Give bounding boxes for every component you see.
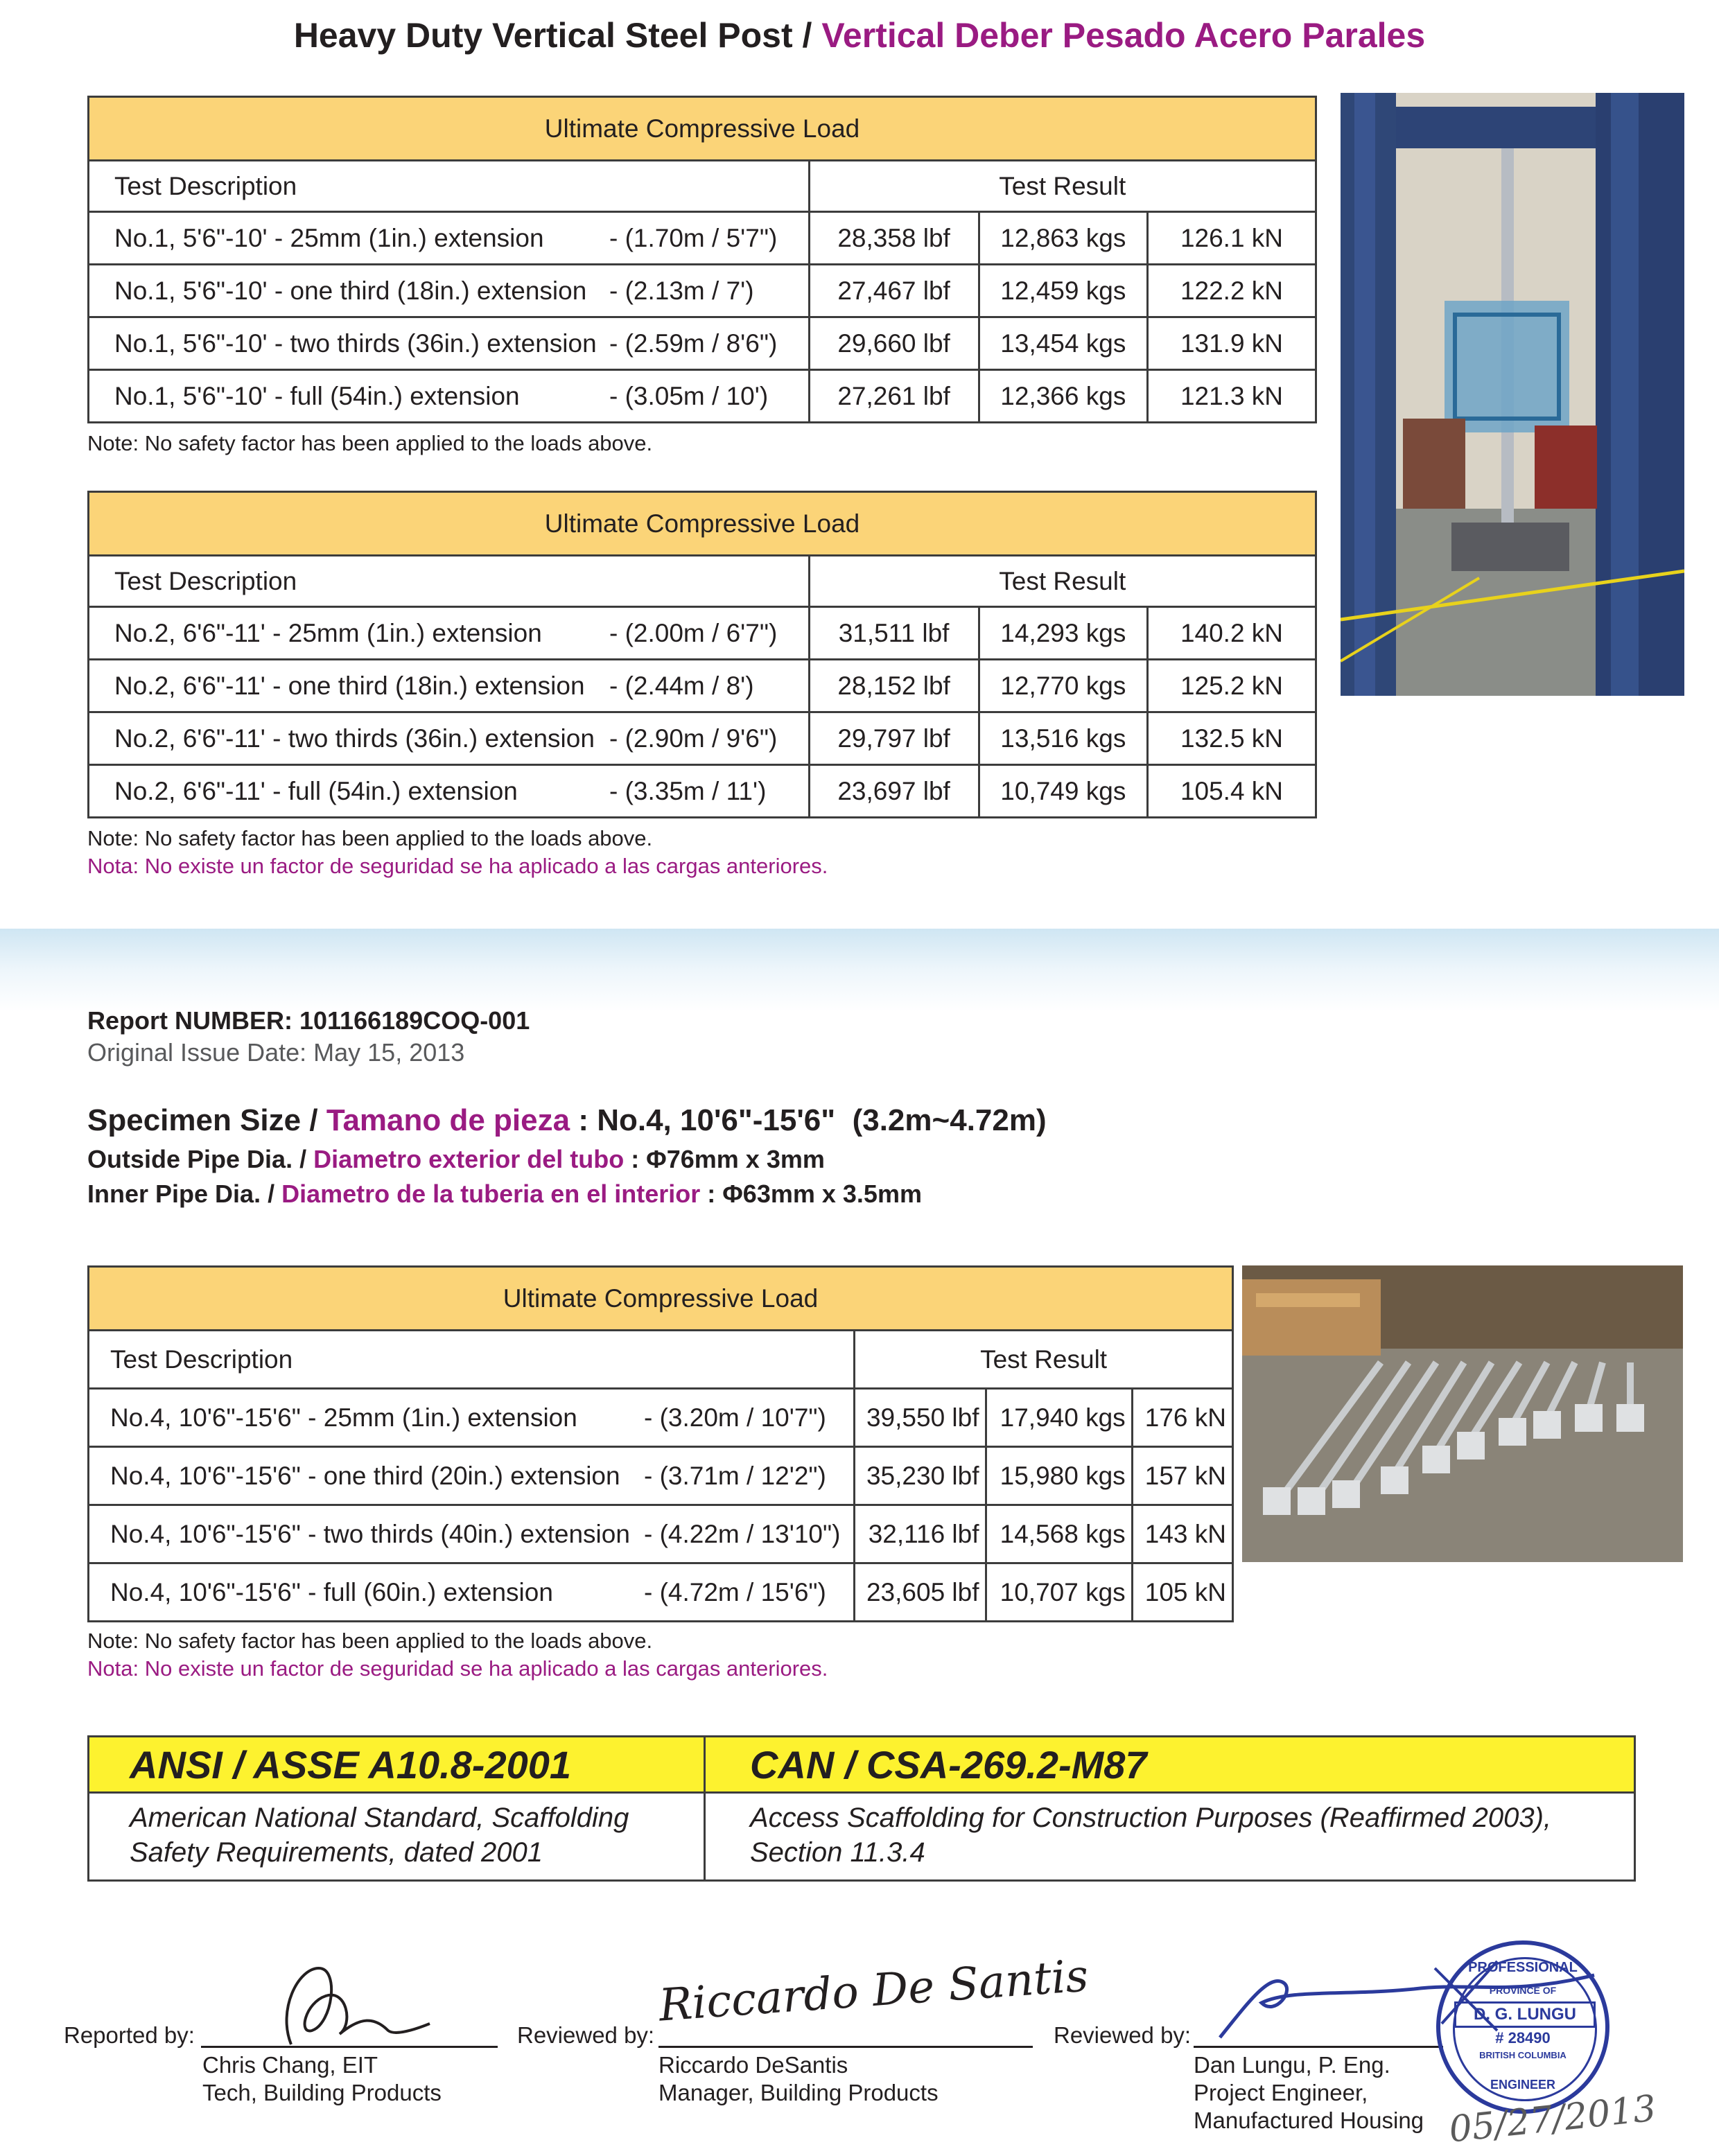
row-kgs: 14,568 kgs: [986, 1505, 1132, 1563]
issue-date: Original Issue Date: May 15, 2013: [87, 1038, 465, 1067]
csa-desc-line-1: Access Scaffolding for Construction Purposes (Reaffirmed 2003),: [749, 1803, 1552, 1833]
row-kgs: 12,863 kgs: [979, 212, 1147, 265]
row-metric: - (3.71m / 12'2"): [644, 1461, 826, 1490]
title-english: Heavy Duty Vertical Steel Post: [293, 16, 793, 55]
table-row: [89, 1389, 1233, 1447]
reported-by-person: [202, 2051, 442, 2107]
table-header: Ultimate Compressive Load: [89, 97, 1316, 161]
row-lbf: 31,511 lbf: [809, 607, 979, 660]
row-kn: 132.5 kN: [1147, 712, 1316, 765]
row-kgs: 12,366 kgs: [979, 370, 1147, 423]
row-metric: - (3.20m / 10'7"): [644, 1403, 826, 1432]
standard-csa-description: [704, 1793, 1634, 1881]
reviewed-by-label-2: Reviewed by:: [1054, 2022, 1192, 2048]
inner-pipe-dia: [87, 1180, 922, 1209]
load-table-no4: [87, 1265, 1234, 1622]
row-kn: 131.9 kN: [1147, 317, 1316, 370]
table-header: Ultimate Compressive Load: [89, 492, 1316, 556]
col-test-description: Test Description: [89, 556, 810, 607]
reviewed2-signature-line: [1194, 2046, 1443, 2048]
col-test-description: Test Description: [89, 1331, 855, 1389]
reported-by-name: Chris Chang, EIT: [202, 2052, 378, 2078]
stamp-region: BRITISH COLUMBIA: [1479, 2050, 1567, 2060]
row-description: No.1, 5'6"-10' - two thirds (36in.) extension: [114, 328, 597, 358]
row-kn: 143 kN: [1132, 1505, 1232, 1563]
row-kn: 125.2 kN: [1147, 660, 1316, 712]
col-test-result: Test Result: [855, 1331, 1233, 1389]
row-metric: - (3.05m / 10'): [609, 381, 769, 410]
outside-pipe-dia: [87, 1145, 825, 1174]
row-description: No.2, 6'6"-11' - 25mm (1in.) extension: [114, 618, 542, 647]
row-kn: 105 kN: [1132, 1563, 1232, 1622]
table-row: [89, 265, 1316, 317]
section-divider-band: [0, 929, 1719, 1012]
page-title: [0, 15, 1719, 55]
row-kgs: 12,770 kgs: [979, 660, 1147, 712]
row-kgs: 10,707 kgs: [986, 1563, 1132, 1622]
row-lbf: 32,116 lbf: [855, 1505, 986, 1563]
table-row: [89, 317, 1316, 370]
standard-ansi-title: ANSI / ASSE A10.8-2001: [89, 1737, 705, 1793]
row-description: No.2, 6'6"-11' - full (54in.) extension: [114, 776, 518, 805]
table1-note-en: Note: No safety factor has been applied to the loads above.: [87, 431, 653, 455]
reviewed1-signature-line: [658, 2046, 1033, 2048]
row-kn: 121.3 kN: [1147, 370, 1316, 423]
stamp-province: PROVINCE OF: [1489, 1985, 1557, 1996]
row-kgs: 13,454 kgs: [979, 317, 1147, 370]
table-row: [89, 712, 1316, 765]
row-description: No.1, 5'6"-10' - one third (18in.) extension: [114, 276, 587, 305]
table3-note-en: Note: No safety factor has been applied to the loads above.: [87, 1629, 653, 1653]
row-metric: - (2.00m / 6'7"): [609, 618, 778, 647]
report-number: Report NUMBER: 101166189COQ-001: [87, 1006, 530, 1035]
row-description: No.4, 10'6"-15'6" - one third (20in.) extension: [110, 1461, 620, 1490]
specimen-size-label-es: Tamano de pieza: [326, 1103, 570, 1137]
load-table-no2: [87, 491, 1317, 818]
outside-sep: /: [293, 1145, 314, 1173]
row-metric: - (1.70m / 5'7"): [609, 223, 778, 252]
row-description: No.2, 6'6"-11' - one third (18in.) extension: [114, 671, 585, 700]
table2-note-es: Nota: No existe un factor de seguridad se ha aplicado a las cargas anteriores.: [87, 854, 828, 878]
row-description: No.4, 10'6"-15'6" - 25mm (1in.) extension: [110, 1403, 577, 1432]
row-description: No.4, 10'6"-15'6" - full (60in.) extension: [110, 1577, 553, 1606]
row-description: No.4, 10'6"-15'6" - two thirds (40in.) extension: [110, 1519, 630, 1548]
reviewed-by-person-2: [1194, 2051, 1424, 2135]
reviewed-by-label-1: Reviewed by:: [517, 2022, 655, 2048]
inner-value: : Φ63mm x 3.5mm: [700, 1180, 922, 1208]
ansi-desc-line-1: American National Standard, Scaffolding: [130, 1803, 629, 1833]
inner-sep: /: [261, 1180, 282, 1208]
row-lbf: 28,358 lbf: [809, 212, 979, 265]
steel-posts-photo: [1242, 1265, 1683, 1562]
reviewed2-title-2: Manufactured Housing: [1194, 2107, 1424, 2133]
reviewed2-title-1: Project Engineer,: [1194, 2080, 1368, 2105]
row-metric: - (3.35m / 11'): [609, 776, 767, 805]
inner-label-en: Inner Pipe Dia.: [87, 1180, 261, 1208]
row-lbf: 29,660 lbf: [809, 317, 979, 370]
standard-ansi-description: [89, 1793, 705, 1881]
standard-csa-title: CAN / CSA-269.2-M87: [704, 1737, 1634, 1793]
table-row: [89, 1505, 1233, 1563]
specimen-sep: /: [301, 1103, 326, 1137]
row-metric: - (2.90m / 9'6"): [609, 724, 778, 753]
row-kn: 122.2 kN: [1147, 265, 1316, 317]
outside-label-es: Diametro exterior del tubo: [313, 1145, 625, 1173]
csa-desc-line-2: Section 11.3.4: [749, 1837, 925, 1868]
row-lbf: 23,697 lbf: [809, 765, 979, 818]
row-kgs: 13,516 kgs: [979, 712, 1147, 765]
row-metric: - (4.72m / 15'6"): [644, 1577, 826, 1606]
row-kn: 105.4 kN: [1147, 765, 1316, 818]
row-kgs: 17,940 kgs: [986, 1389, 1132, 1447]
col-test-description: Test Description: [89, 161, 810, 212]
title-spanish: Vertical Deber Pesado Acero Parales: [821, 16, 1426, 55]
row-kn: 157 kN: [1132, 1447, 1232, 1505]
stamp-number: # 28490: [1495, 2029, 1551, 2047]
table3-note-es: Nota: No existe un factor de seguridad se ha aplicado a las cargas anteriores.: [87, 1656, 828, 1681]
table-row: [89, 1447, 1233, 1505]
col-test-result: Test Result: [809, 556, 1316, 607]
outside-value: : Φ76mm x 3mm: [624, 1145, 825, 1173]
specimen-size-value: : No.4, 10'6"-15'6" (3.2m~4.72m): [570, 1103, 1047, 1137]
table-row: [89, 370, 1316, 423]
title-separator: /: [802, 16, 812, 55]
row-lbf: 28,152 lbf: [809, 660, 979, 712]
row-lbf: 27,261 lbf: [809, 370, 979, 423]
reported-by-label: Reported by:: [64, 2022, 195, 2048]
row-metric: - (2.13m / 7'): [609, 276, 754, 305]
load-table-no1: [87, 96, 1317, 423]
handwritten-date: 05/27/2013: [1447, 2087, 1659, 2151]
reviewed2-name: Dan Lungu, P. Eng.: [1194, 2052, 1390, 2078]
row-kgs: 12,459 kgs: [979, 265, 1147, 317]
stamp-bottom-text: ENGINEER: [1490, 2078, 1556, 2092]
test-rig-photo: [1341, 93, 1684, 696]
table-header: Ultimate Compressive Load: [89, 1267, 1233, 1331]
reported-by-title: Tech, Building Products: [202, 2080, 442, 2105]
ansi-desc-line-2: Safety Requirements, dated 2001: [130, 1837, 543, 1868]
engineer-stamp: [1436, 1940, 1609, 2114]
table2-note-en: Note: No safety factor has been applied to the loads above.: [87, 826, 653, 850]
row-lbf: 27,467 lbf: [809, 265, 979, 317]
specimen-size: [87, 1103, 1047, 1138]
row-metric: - (2.44m / 8'): [609, 671, 754, 700]
reviewed1-title: Manager, Building Products: [658, 2080, 939, 2105]
row-description: No.2, 6'6"-11' - two thirds (36in.) extension: [114, 724, 595, 753]
reviewed-by-person-1: [658, 2051, 939, 2107]
col-test-result: Test Result: [809, 161, 1316, 212]
reported-signature: [250, 1947, 444, 2051]
specimen-size-label-en: Specimen Size: [87, 1103, 302, 1137]
row-lbf: 39,550 lbf: [855, 1389, 986, 1447]
row-description: No.1, 5'6"-10' - full (54in.) extension: [114, 381, 520, 410]
row-kgs: 15,980 kgs: [986, 1447, 1132, 1505]
stamp-top-text: PROFESSIONAL: [1468, 1960, 1578, 1975]
row-kgs: 10,749 kgs: [979, 765, 1147, 818]
table-row: [89, 765, 1316, 818]
row-lbf: 29,797 lbf: [809, 712, 979, 765]
table-row: [89, 1563, 1233, 1622]
outside-label-en: Outside Pipe Dia.: [87, 1145, 293, 1173]
row-kgs: 14,293 kgs: [979, 607, 1147, 660]
row-kn: 140.2 kN: [1147, 607, 1316, 660]
inner-label-es: Diametro de la tuberia en el interior: [281, 1180, 701, 1208]
row-lbf: 35,230 lbf: [855, 1447, 986, 1505]
standards-table: [87, 1735, 1636, 1882]
table-row: [89, 212, 1316, 265]
stamp-name: D. G. LUNGU: [1454, 2001, 1596, 2028]
reviewed1-signature: Riccardo De Santis: [657, 1950, 1090, 2032]
row-metric: - (4.22m / 13'10"): [644, 1519, 841, 1548]
row-kn: 126.1 kN: [1147, 212, 1316, 265]
row-metric: - (2.59m / 8'6"): [609, 328, 778, 358]
row-kn: 176 kN: [1132, 1389, 1232, 1447]
row-description: No.1, 5'6"-10' - 25mm (1in.) extension: [114, 223, 544, 252]
reviewed1-name: Riccardo DeSantis: [658, 2052, 848, 2078]
table-row: [89, 607, 1316, 660]
table-row: [89, 660, 1316, 712]
row-lbf: 23,605 lbf: [855, 1563, 986, 1622]
